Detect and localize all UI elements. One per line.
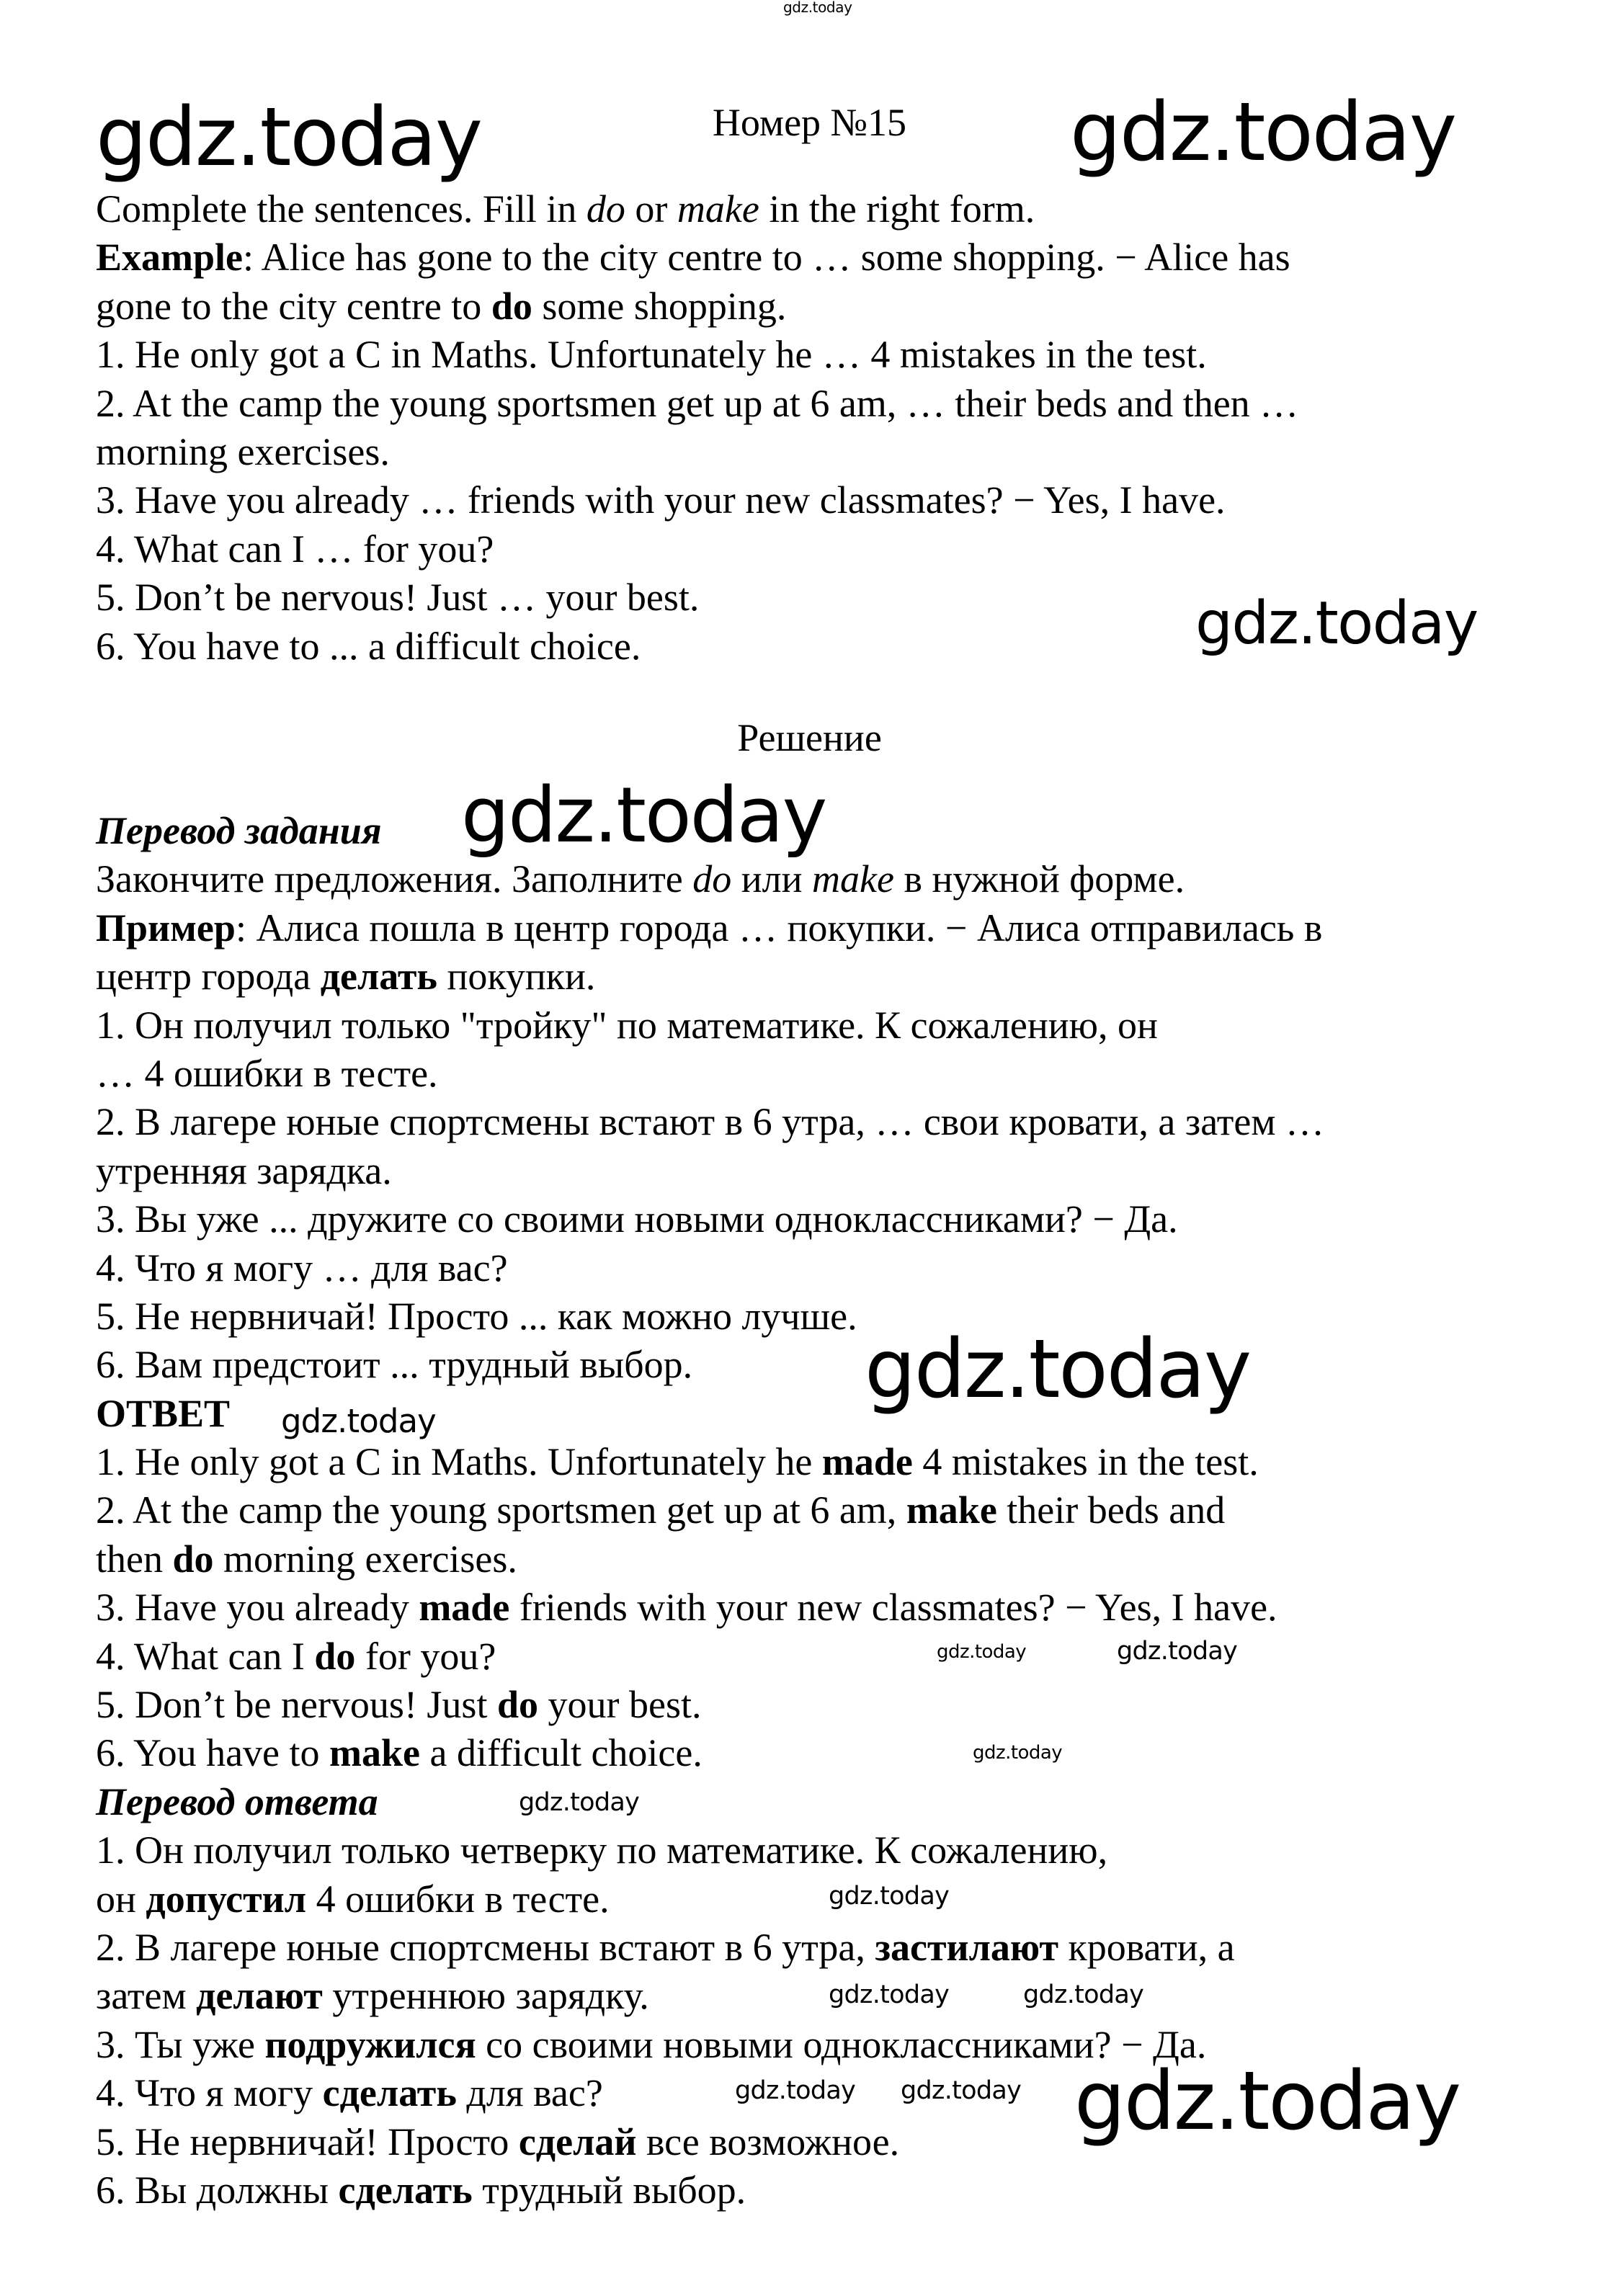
watermark: gdz.today: [735, 2076, 856, 2105]
text-segment: или: [731, 857, 813, 901]
emphasis-text: do: [172, 1537, 214, 1581]
text-line: [96, 1098, 1537, 1146]
text-segment: утренняя зарядка.: [96, 1148, 392, 1192]
watermark: gdz.today: [937, 1641, 1027, 1663]
solution-text: [96, 807, 1537, 2215]
text-segment: 5. Don’t be nervous! Just: [96, 1683, 497, 1727]
emphasis-text: do: [496, 1683, 539, 1727]
text-segment: затем: [96, 1974, 197, 2018]
text-line: [96, 855, 1537, 903]
text-line: [96, 2166, 1537, 2215]
text-segment: 4 mistakes in the test.: [912, 1440, 1259, 1484]
text-segment: your best.: [538, 1683, 702, 1727]
watermark: gdz.today: [281, 1402, 436, 1440]
emphasis-text: Example: [96, 236, 244, 280]
text-segment: then: [96, 1537, 173, 1581]
text-segment: центр города: [96, 955, 321, 999]
emphasis-text: do: [586, 187, 625, 231]
text-segment: : Alice has gone to the city centre to … some shopping. − Alice has: [243, 236, 1290, 280]
watermark: gdz.today: [1074, 2055, 1460, 2148]
text-line: [96, 1729, 1537, 1777]
text-line: [96, 904, 1537, 952]
text-line: [96, 1632, 1537, 1681]
watermark: gdz.today: [461, 771, 826, 859]
emphasis-text: make: [906, 1488, 997, 1532]
text-segment: : Алиса пошла в центр города … покупки. − Алиса отправилась в: [235, 906, 1323, 950]
watermark: gdz.today: [1195, 589, 1478, 658]
text-segment: in the right form.: [759, 187, 1035, 231]
text-segment: 2. At the camp the young sportsmen get up at 6 am,: [96, 1488, 906, 1532]
emphasis-text: Перевод задания: [96, 809, 382, 852]
text-segment: 4. What can I: [96, 1634, 315, 1678]
emphasis-text: make: [677, 187, 759, 231]
text-line: [96, 1292, 1537, 1341]
text-line: [96, 185, 1537, 233]
watermark: gdz.today: [865, 1323, 1250, 1416]
text-segment: все возможное.: [636, 2119, 900, 2163]
text-segment: 1. He only got a C in Maths. Unfortunately he … 4 mistakes in the test.: [96, 333, 1207, 377]
emphasis-text: подружился: [264, 2022, 476, 2066]
text-segment: a difficult choice.: [420, 1731, 703, 1775]
emphasis-text: делать: [320, 955, 437, 999]
text-line: [96, 282, 1537, 331]
text-segment: or: [625, 187, 677, 231]
text-segment: 2. В лагере юные спортсмены встают в 6 утра, … свои кровати, а затем …: [96, 1100, 1325, 1144]
watermark: gdz.today: [901, 2076, 1022, 2105]
text-line: [96, 1438, 1537, 1486]
text-line: [96, 1875, 1537, 1924]
text-segment: со своими новыми одноклассниками? − Да.: [476, 2022, 1207, 2066]
text-segment: … 4 ошибки в тесте.: [96, 1051, 438, 1095]
text-segment: утреннюю зарядку.: [322, 1974, 649, 2018]
watermark: gdz.today: [1117, 1637, 1238, 1666]
watermark: gdz.today: [96, 91, 481, 184]
text-segment: their beds and: [996, 1488, 1226, 1532]
text-segment: friends with your new classmates? − Yes, I have.: [509, 1586, 1277, 1630]
watermark: gdz.today: [829, 1980, 950, 2009]
text-segment: 3. Вы уже ... дружите со своими новыми одноклассниками? − Да.: [96, 1197, 1178, 1241]
text-segment: 2. В лагере юные спортсмены встают в 6 утра,: [96, 1925, 875, 1969]
text-line: [96, 525, 1537, 573]
watermark: gdz.today: [829, 1882, 950, 1911]
text-segment: 6. You have to ... a difficult choice.: [96, 624, 641, 668]
text-segment: 3. Have you already: [96, 1586, 419, 1630]
text-line: [96, 1681, 1537, 1729]
emphasis-text: Пример: [96, 906, 236, 950]
emphasis-text: make: [812, 857, 894, 901]
text-line: [96, 1778, 1537, 1826]
text-segment: morning exercises.: [213, 1537, 517, 1581]
text-segment: 4. Что я могу: [96, 2071, 323, 2115]
text-segment: 1. Он получил только четверку по математике. К сожалению,: [96, 1828, 1108, 1872]
text-segment: он: [96, 1877, 146, 1921]
text-segment: morning exercises.: [96, 429, 390, 473]
watermark: gdz.today: [519, 1788, 640, 1817]
text-line: [96, 1826, 1537, 1875]
text-segment: 6. Вы должны: [96, 2168, 339, 2212]
text-line: [96, 1001, 1537, 1050]
emphasis-text: make: [329, 1731, 421, 1775]
text-segment: Закончите предложения. Заполните: [96, 857, 693, 901]
watermark: gdz.today: [1070, 86, 1455, 179]
text-segment: 6. Вам предстоит ... трудный выбор.: [96, 1343, 693, 1387]
text-line: [96, 1195, 1537, 1243]
text-segment: some shopping.: [532, 284, 787, 328]
text-line: [96, 1341, 1537, 1389]
text-segment: 4. What can I … for you?: [96, 527, 494, 571]
text-segment: 4. Что я могу … для вас?: [96, 1246, 508, 1290]
emphasis-text: сделать: [338, 2168, 473, 2212]
text-line: [96, 233, 1537, 282]
text-segment: для вас?: [456, 2071, 603, 2115]
text-segment: трудный выбор.: [472, 2168, 746, 2212]
text-segment: Complete the sentences. Fill in: [96, 187, 587, 231]
watermark: gdz.today: [973, 1742, 1063, 1764]
text-line: [96, 1924, 1537, 1972]
page-title: Номер №15: [712, 101, 907, 144]
text-segment: 6. You have to: [96, 1731, 330, 1775]
text-segment: кровати, а: [1058, 1925, 1235, 1969]
text-line: [96, 1535, 1537, 1583]
emphasis-text: сделай: [518, 2119, 637, 2163]
emphasis-text: made: [419, 1586, 510, 1630]
text-segment: 1. Он получил только "тройку" по математике. К сожалению, он: [96, 1003, 1158, 1047]
text-segment: gone to the city centre to: [96, 284, 491, 328]
text-line: [96, 331, 1537, 379]
watermark: gdz.today: [783, 0, 852, 16]
text-line: [96, 1244, 1537, 1292]
text-segment: for you?: [355, 1634, 496, 1678]
text-segment: 2. At the camp the young sportsmen get up at 6 am, … their beds and then …: [96, 381, 1299, 425]
watermark: gdz.today: [1023, 1980, 1144, 2009]
emphasis-text: делают: [196, 1974, 323, 2018]
text-line: [96, 1147, 1537, 1195]
solution-heading: Решение: [737, 716, 882, 759]
text-segment: 5. Не нервничай! Просто ... как можно лучше.: [96, 1294, 857, 1338]
text-segment: 4 ошибки в тесте.: [306, 1877, 610, 1921]
text-line: [96, 1583, 1537, 1632]
text-segment: 5. Не нервничай! Просто: [96, 2119, 519, 2163]
text-segment: 5. Don’t be nervous! Just … your best.: [96, 576, 700, 620]
text-line: [96, 476, 1537, 524]
text-segment: 3. Have you already … friends with your new classmates? − Yes, I have.: [96, 478, 1226, 522]
emphasis-text: сделать: [322, 2071, 457, 2115]
emphasis-text: ОТВЕТ: [96, 1391, 231, 1435]
text-line: [96, 1486, 1537, 1535]
text-line: [96, 428, 1537, 476]
emphasis-text: застилают: [875, 1925, 1059, 1969]
text-segment: покупки.: [437, 955, 596, 999]
emphasis-text: do: [314, 1634, 356, 1678]
emphasis-text: допустил: [146, 1877, 307, 1921]
text-segment: в нужной форме.: [893, 857, 1185, 901]
emphasis-text: Перевод ответа: [96, 1779, 378, 1823]
text-line: [96, 380, 1537, 428]
text-segment: 1. He only got a C in Maths. Unfortunately he: [96, 1440, 822, 1484]
emphasis-text: do: [491, 284, 532, 328]
text-line: [96, 1050, 1537, 1098]
text-segment: 3. Ты уже: [96, 2022, 265, 2066]
text-line: [96, 1972, 1537, 2020]
text-line: [96, 952, 1537, 1001]
emphasis-text: made: [821, 1440, 913, 1484]
emphasis-text: do: [692, 857, 732, 901]
